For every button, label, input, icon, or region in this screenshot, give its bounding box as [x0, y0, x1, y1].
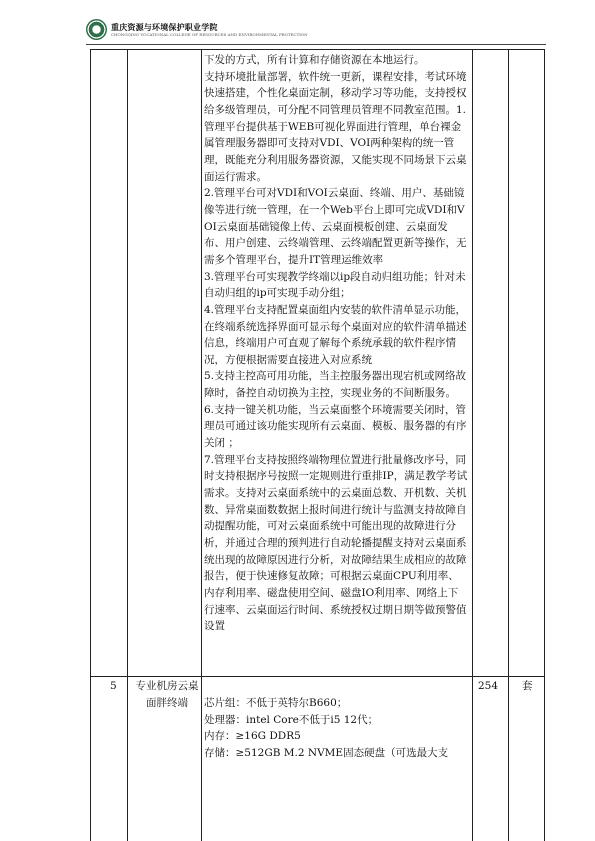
item-name: 专业机房云桌面胖终端 [135, 680, 199, 709]
column-divider [508, 49, 509, 841]
procurement-table [90, 49, 544, 841]
item-unit: 套 [522, 680, 533, 692]
table-border-right [544, 49, 545, 841]
page-header [86, 19, 546, 47]
table-border-left [90, 49, 91, 841]
column-divider [472, 49, 473, 841]
college-logo-icon [86, 19, 107, 40]
column-divider [201, 49, 202, 841]
item-quantity: 254 [478, 680, 499, 692]
spec-continued-text: 下发的方式，所有计算和存储资源在本地运行。 支持环境批量部署，软件统一更新，课程安排，考试环境快速搭建，个性化桌面定制，移动学习等功能，支持授权给多级管理员，可分配不同管理员管理不同教室范围。1.管理平台提供基于WEB可视化界面进行管理，单台裸金属管理服务器即可支持对VDI、VOI两种架构的统一管理，既能充分利用服务器资源，又能实现不同场景下云桌面运行需求。 2.管理平台可对VDI和VOI云桌面、终端、用户、基础镜像等进行统一管理，在一个Web平台上即可完成VDI和VOI云桌面基础镜像上传、云桌面模板创建、云桌面发布、用户创建、云终端管理、云终端配置更新等操作，无需多个管理平台，提升IT管理运维效率 3.管理平台可实现教学终端以ip段自动归组功能；针对未自动归组的ip可实现手动分组； 4.管理平台支持配置桌面组内安装的软件清单显示功能，在终端系统选择界面可显示每个桌面对应的软件清单描述信息，终端用户可直观了解每个系统承载的软件程序情况，方便根据需要直接进入对应系统 5.支持主控高可用功能，当主控服务器出现宕机或网络故障时，备控自动切换为主控，实现业务的不间断服务。 6.支持一键关机功能，当云桌面整个环境需要关闭时，管理员可通过该功能实现所有云桌面、模板、服务器的有序关闭 ； 7.管理平台支持按照终端物理位置进行批量修改序号，同时支持根据序号按照一定规则进行重排IP，满足教学考试需求。支持对云桌面系统中的云桌面总数、开机数、关机数、异常桌面数数据上报时间进行统计与监测支持故障自动提醒功能，可对云桌面系统中可能出现的故障进行分析，并通过合理的预判进行自动轮播提醒支持对云桌面系统出现的故障原因进行分析，对故障结果生成相应的故障报告，便于快速修复故障；可根据云桌面CPU利用率、内存利用率、磁盘使用空间、磁盘IO利用率、网络上下行速率、云桌面运行时间、系统授权过期日期等做预警值设置 [204, 54, 468, 633]
table-border-top [90, 49, 544, 50]
row-divider [90, 676, 544, 677]
item-spec-text: 芯片组：不低于英特尔B660； 处理器：intel Core不低于i5 12代； 内存：≥16G DDR5 存储：≥512GB M.2 NVME固态硬盘（可选最大支 [204, 697, 449, 759]
row-number: 5 [110, 680, 117, 692]
column-divider [127, 49, 128, 841]
institution-name-en: CHONGQING VOCATIONAL COLLEGE OF RESOURCES AND ENVIRONMENTAL PROTECTION [111, 32, 308, 37]
institution-name: 重庆资源与环境保护职业学院 [111, 22, 218, 32]
header-divider [86, 44, 546, 45]
